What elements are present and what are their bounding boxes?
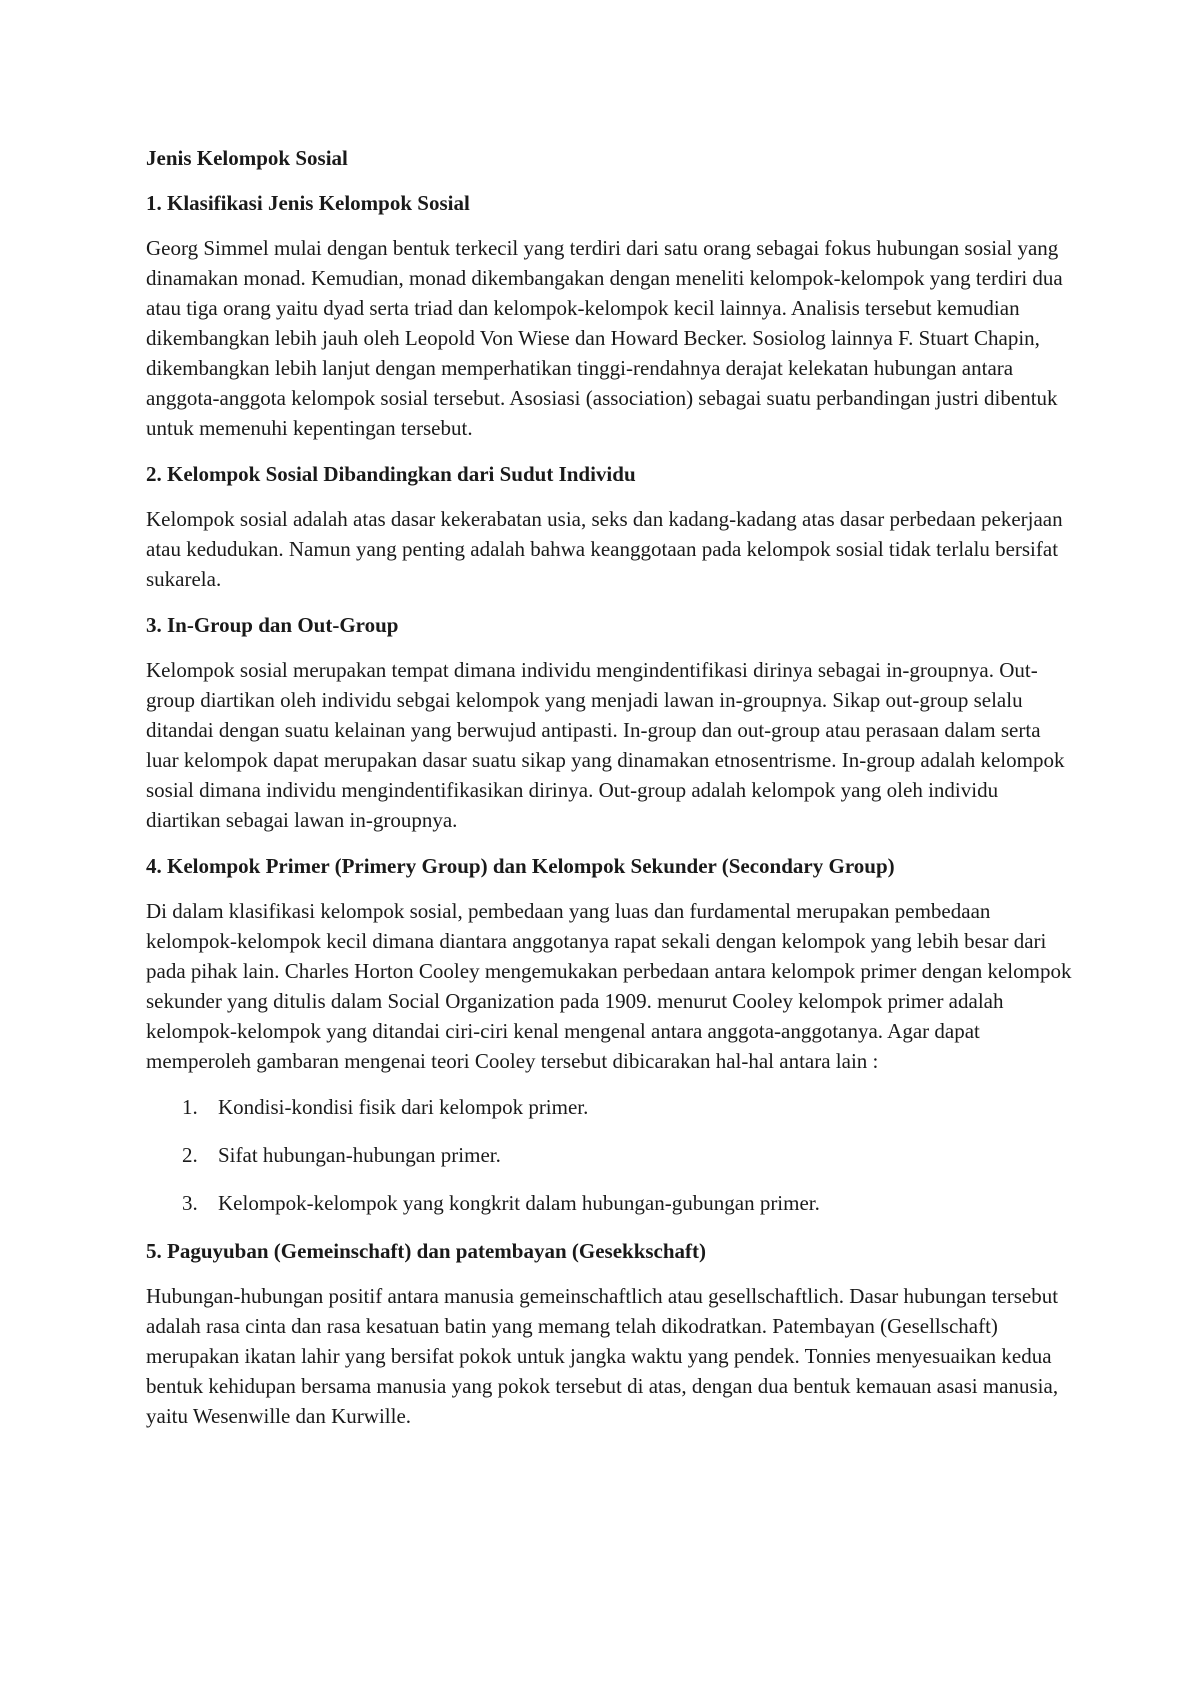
document-title: Jenis Kelompok Sosial	[146, 146, 348, 170]
list-item	[146, 1188, 1076, 1218]
section-heading-5: 5. Paguyuban (Gemeinschaft) dan patembayan (Gesekkschaft)	[146, 1239, 707, 1263]
list-item	[146, 1092, 1076, 1122]
section-heading-4: 4. Kelompok Primer (Primery Group) dan Kelompok Sekunder (Secondary Group)	[146, 854, 895, 878]
section-paragraph-5: Hubungan-hubungan positif antara manusia gemeinschaftlich atau gesellschaftlich. Dasar hubungan tersebut adalah rasa cinta dan rasa kesatuan batin yang memang telah dikodratkan. Patembayan (Gesellschaft) merupakan ikatan lahir yang bersifat pokok untuk jangka waktu yang pendek. Tonnies menyesuaikan kedua bentuk kehidupan bersama manusia yang pokok tersebut di atas, dengan dua bentuk kemauan asasi manusia, yaitu Wesenwille dan Kurwille.	[146, 1284, 1059, 1428]
list-item-text: Sifat hubungan-hubungan primer.	[218, 1143, 501, 1167]
list-item-number: 2.	[182, 1143, 198, 1167]
section-paragraph-4: Di dalam klasifikasi kelompok sosial, pembedaan yang luas dan furdamental merupakan pembedaan kelompok-kelompok kecil dimana diantara anggotanya rapat sekali dengan kelompok yang lebih besar dari pada pihak lain. Charles Horton Cooley mengemukakan perbedaan antara kelompok primer dengan kelompok sekunder yang ditulis dalam Social Organization pada 1909. menurut Cooley kelompok primer adalah kelompok-kelompok yang ditandai ciri-ciri kenal mengenal antara anggota-anggotanya. Agar dapat memperoleh gambaran mengenai teori Cooley tersebut dibicarakan hal-hal antara lain :	[146, 899, 1072, 1073]
list-item-text: Kelompok-kelompok yang kongkrit dalam hubungan-gubungan primer.	[218, 1191, 820, 1215]
document-page	[146, 143, 1076, 1447]
section-paragraph-1: Georg Simmel mulai dengan bentuk terkecil yang terdiri dari satu orang sebagai fokus hubungan sosial yang dinamakan monad. Kemudian, monad dikembangakan dengan meneliti kelompok-kelompok yang terdiri dua atau tiga orang yaitu dyad serta triad dan kelompok-kelompok kecil lainnya. Analisis tersebut kemudian dikembangkan lebih jauh oleh Leopold Von Wiese dan Howard Becker. Sosiolog lainnya F. Stuart Chapin, dikembangkan lebih lanjut dengan memperhatikan tinggi-rendahnya derajat kelekatan hubungan antara anggota-anggota kelompok sosial tersebut. Asosiasi (association) sebagai suatu perbandingan justri dibentuk untuk memenuhi kepentingan tersebut.	[146, 236, 1063, 440]
list-item-number: 3.	[182, 1191, 198, 1215]
section-heading-1: 1. Klasifikasi Jenis Kelompok Sosial	[146, 191, 470, 215]
section-heading-3: 3. In-Group dan Out-Group	[146, 613, 399, 637]
section-heading-2: 2. Kelompok Sosial Dibandingkan dari Sudut Individu	[146, 462, 636, 486]
list-item-text: Kondisi-kondisi fisik dari kelompok primer.	[218, 1095, 589, 1119]
list-item-number: 1.	[182, 1095, 198, 1119]
section-paragraph-3: Kelompok sosial merupakan tempat dimana individu mengindentifikasi dirinya sebagai in-groupnya. Out-group diartikan oleh individu sebgai kelompok yang menjadi lawan in-groupnya. Sikap out-group selalu ditandai dengan suatu kelainan yang berwujud antipasti. In-group dan out-group atau perasaan dalam serta luar kelompok dapat merupakan dasar suatu sikap yang dinamakan etnosentrisme. In-group adalah kelompok sosial dimana individu mengindentifikasikan dirinya. Out-group adalah kelompok yang oleh individu diartikan sebagai lawan in-groupnya.	[146, 658, 1065, 832]
list-item	[146, 1140, 1076, 1170]
numbered-list	[146, 1092, 1076, 1218]
section-paragraph-2: Kelompok sosial adalah atas dasar kekerabatan usia, seks dan kadang-kadang atas dasar perbedaan pekerjaan atau kedudukan. Namun yang penting adalah bahwa keanggotaan pada kelompok sosial tidak terlalu bersifat sukarela.	[146, 507, 1063, 591]
